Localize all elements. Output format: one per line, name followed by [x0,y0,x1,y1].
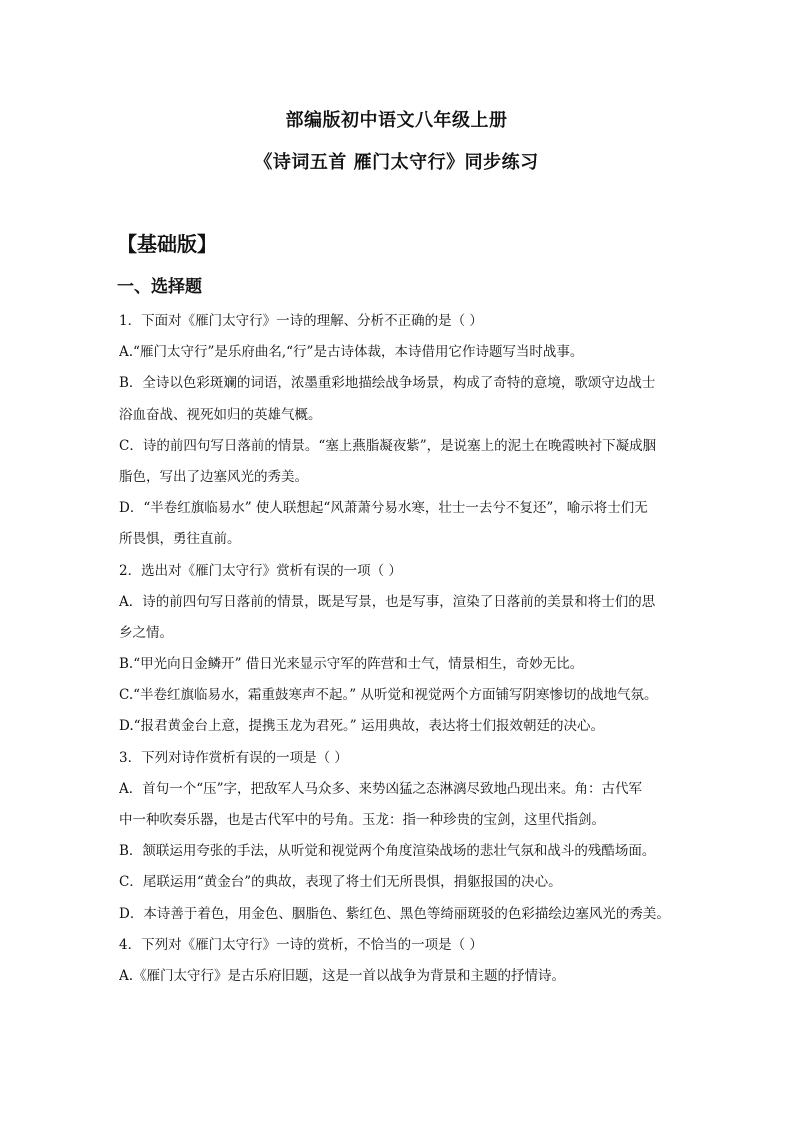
text-line: B．全诗以色彩斑斓的词语，浓墨重彩地描绘战争场景，构成了奇特的意境，歌颂守边战士 [119,375,656,392]
text-line: D.“报君黄金台上意，提携玉龙为君死。” 运用典故，表达将士们报效朝廷的决心。 [119,718,604,735]
text-line: A．首句一个“压”字，把敌军人马众多、来势凶猛之态淋漓尽致地凸现出来。角：古代军 [119,780,643,797]
text-line: 4．下列对《雁门太守行》一诗的赏析，不恰当的一项是（ ） [119,936,483,953]
text-line: C．诗的前四句写日落前的情景。“塞上燕脂凝夜紫”，是说塞上的泥土在晚霞映衬下凝成胭 [119,437,657,454]
question-text-block [119,306,679,992]
text-line: D．“半卷红旗临易水” 使人联想起“风萧萧兮易水寒，壮士一去兮不复还”，喻示将士们无 [119,500,648,517]
text-line: 脂色，写出了边塞风光的秀美。 [119,468,308,485]
text-line: A.《雁门太守行》是古乐府旧题，这是一首以战争为背景和主题的抒情诗。 [119,967,566,984]
text-line: 2．选出对《雁门太守行》赏析有误的一项（ ） [119,562,402,579]
text-line: D．本诗善于着色，用金色、胭脂色、紫红色、黑色等绮丽斑驳的色彩描绘边塞风光的秀美。 [119,905,670,922]
text-line: 1．下面对《雁门太守行》一诗的理解、分析不正确的是（ ） [119,313,483,329]
document-subtitle: 《诗词五首 雁门太守行》同步练习 [254,152,539,173]
subsection-heading: 一、选择题 [117,277,202,297]
text-line: 3．下列对诗作赏析有误的一项是（ ） [119,749,348,766]
text-line: 浴血奋战、视死如归的英雄气概。 [119,406,322,423]
text-line: C．尾联运用“黄金台”的典故，表现了将士们无所畏惧，捐躯报国的决心。 [119,874,562,891]
text-line: B.“甲光向日金鳞开” 借日光来显示守军的阵营和士气，情景相生，奇妙无比。 [119,656,584,673]
section-heading: 【基础版】 [117,232,217,256]
text-line: C.“半卷红旗临易水，霜重鼓寒声不起。” 从听觉和视觉两个方面铺写阴寒惨切的战地气氛。 [119,687,658,704]
text-line: 乡之情。 [119,624,173,641]
document-title: 部编版初中语文八年级上册 [285,110,508,131]
text-line: A．诗的前四句写日落前的情景，既是写景，也是写事，渲染了日落前的美景和将士们的思 [119,593,656,610]
text-line: 中一种吹奏乐器，也是古代军中的号角。玉龙：指一种珍贵的宝剑，这里代指剑。 [119,812,605,828]
text-line: 所畏惧，勇往直前。 [119,531,241,548]
text-line: A.“雁门太守行”是乐府曲名,“行”是古诗体裁，本诗借用它作诗题写当时战事。 [119,344,584,361]
text-line: B．颔联运用夸张的手法，从听觉和视觉两个角度渲染战场的悲壮气氛和战斗的残酷场面。 [119,843,656,860]
